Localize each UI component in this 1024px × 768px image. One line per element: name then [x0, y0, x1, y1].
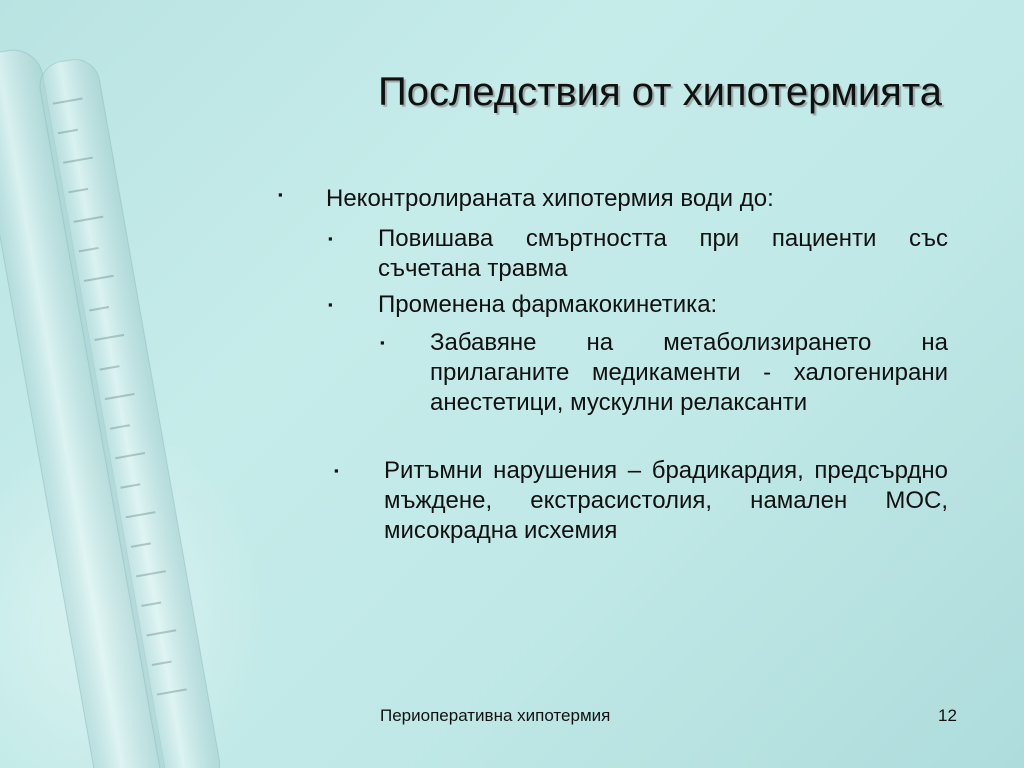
slide-title: Последствия от хипотермията [378, 70, 942, 114]
bullet-item-5: Ритъмни нарушения – брадикардия, предсърдно мъждене, екстрасистолия, намален МОС, мисокрадна исхемия [384, 457, 948, 544]
bullet-marker: ▪ [328, 231, 333, 246]
bullet-item-2: Повишава смъртността при пациенти със съчетана травма [378, 225, 948, 282]
bullet-item-4: Забавяне на метаболизирането на прилаганите медикаменти - халогенирани анестетици, мускулни релаксанти [430, 329, 948, 416]
page-number: 12 [938, 706, 957, 725]
bullet-marker: ▪ [380, 335, 385, 350]
bullet-marker: ▪ [328, 297, 333, 312]
footer-title: Периоперативна хипотермия [380, 706, 611, 725]
bullet-marker: ▪ [278, 187, 283, 202]
bullet-marker: ▪ [334, 463, 339, 478]
bullet-item-3: Променена фармакокинетика: [378, 291, 718, 318]
bullet-item-1: Неконтролираната хипотермия води до: [326, 185, 774, 212]
